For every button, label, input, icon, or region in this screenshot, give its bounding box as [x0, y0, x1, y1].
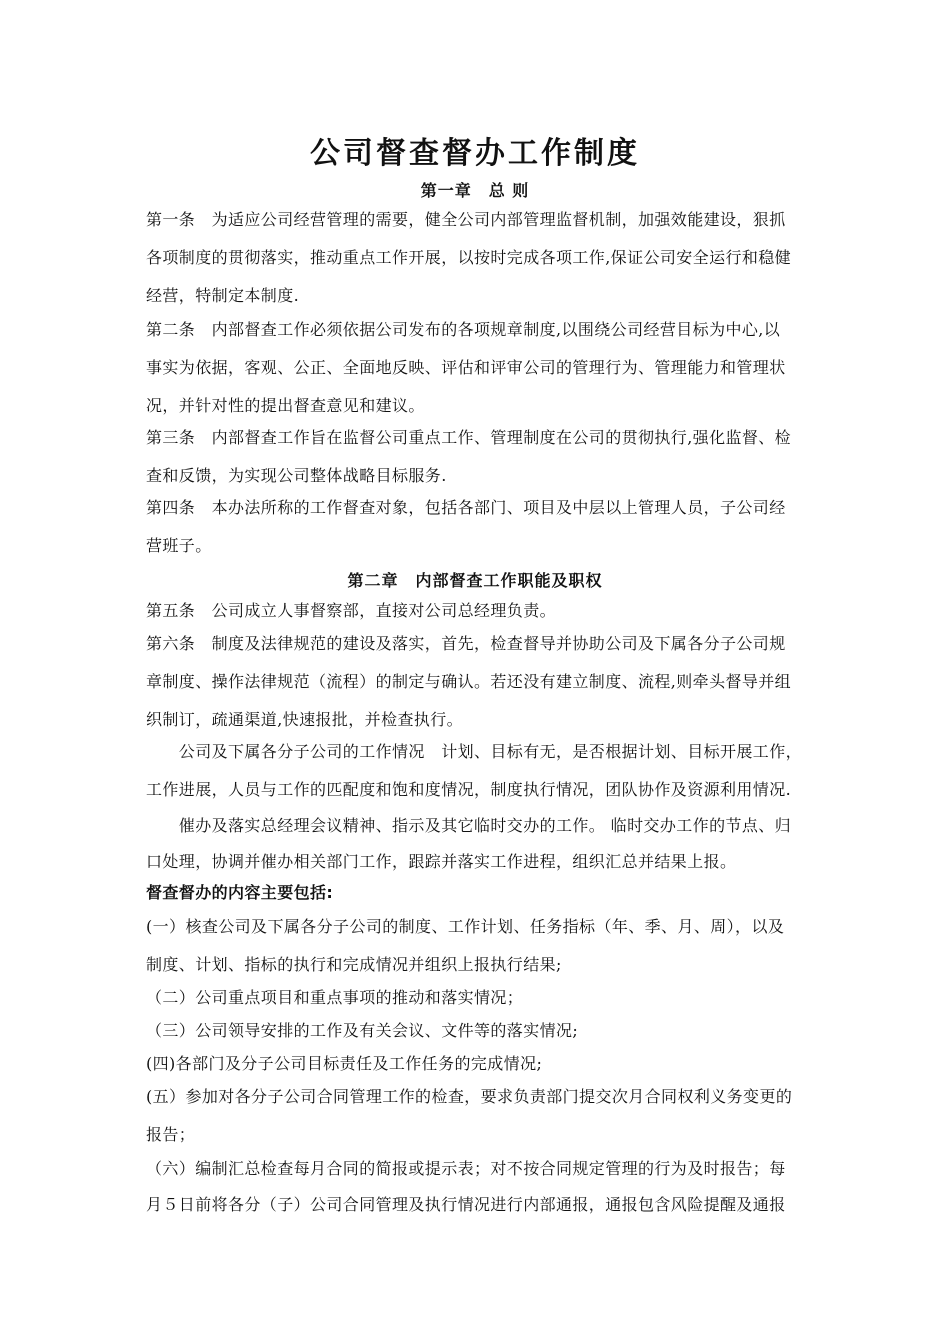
paragraph-line: 催办及落实总经理会议精神、指示及其它临时交办的工作。 临时交办工作的节点、归 — [146, 816, 792, 835]
paragraph-line: 章制度、操作法律规范（流程）的制定与确认。若还没有建立制度、流程,则牵头督导并组 — [146, 672, 792, 691]
paragraph-line: 第一条 为适应公司经营管理的需要，健全公司内部管理监督机制，加强效能建设，狠抓 — [146, 210, 786, 229]
paragraph-line: 第五条 公司成立人事督察部，直接对公司总经理负责。 — [146, 601, 557, 620]
paragraph-line: 事实为依据，客观、公正、全面地反映、评估和评审公司的管理行为、管理能力和管理状 — [146, 358, 786, 377]
chapter-1-heading: 第一章 总 则 — [420, 181, 530, 200]
paragraph-line: 各项制度的贯彻落实，推动重点工作开展，以按时完成各项工作,保证公司安全运行和稳健 — [146, 248, 792, 267]
paragraph-line: 第六条 制度及法律规范的建设及落实，首先，检查督导并协助公司及下属各分子公司规 — [146, 634, 786, 653]
paragraph-line: 工作进展，人员与工作的匹配度和饱和度情况，制度执行情况，团队协作及资源利用情况. — [146, 780, 792, 799]
list-item: （六）编制汇总检查每月合同的简报或提示表；对不按合同规定管理的行为及时报告；每 — [146, 1159, 786, 1178]
chapter-2-heading: 第二章 内部督查工作职能及职权 — [347, 571, 603, 590]
paragraph-line: 第三条 内部督查工作旨在监督公司重点工作、管理制度在公司的贯彻执行,强化监督、检 — [146, 428, 792, 447]
list-item: (五）参加对各分子公司合同管理工作的检查，要求负责部门提交次月合同权利义务变更的 — [146, 1087, 793, 1106]
list-item: 月５日前将各分（子）公司合同管理及执行情况进行内部通报，通报包含风险提醒及通报 — [146, 1195, 786, 1214]
paragraph-line: 织制订，疏通渠道,快速报批，并检查执行。 — [146, 710, 464, 729]
paragraph-line: 公司及下属各分子公司的工作情况 计划、目标有无，是否根据计划、目标开展工作， — [146, 742, 803, 761]
list-item: （二）公司重点项目和重点事项的推动和落实情况； — [146, 988, 524, 1007]
list-item: 制度、计划、指标的执行和完成情况并组织上报执行结果; — [146, 955, 562, 974]
list-item: (四)各部门及分子公司目标责任及工作任务的完成情况; — [146, 1054, 543, 1073]
section-heading: 督查督办的内容主要包括: — [146, 883, 334, 902]
list-item: 报告； — [146, 1125, 196, 1144]
paragraph-line: 第四条 本办法所称的工作督查对象，包括各部门、项目及中层以上管理人员，子公司经 — [146, 498, 786, 517]
paragraph-line: 营班子。 — [146, 536, 212, 555]
paragraph-line: 第二条 内部督查工作必须依据公司发布的各项规章制度,以围绕公司经营目标为中心,以 — [146, 320, 781, 339]
paragraph-line: 查和反馈，为实现公司整体战略目标服务. — [146, 466, 447, 485]
list-item: （三）公司领导安排的工作及有关会议、文件等的落实情况; — [146, 1021, 579, 1040]
paragraph-line: 况，并针对性的提出督查意见和建议。 — [146, 396, 425, 415]
list-item: (一）核查公司及下属各分子公司的制度、工作计划、任务指标（年、季、月、周），以及 — [146, 917, 785, 936]
paragraph-line: 经营，特制定本制度. — [146, 286, 300, 305]
document-title: 公司督查督办工作制度 — [310, 136, 640, 171]
paragraph-line: 口处理，协调并催办相关部门工作，跟踪并落实工作进程，组织汇总并结果上报。 — [146, 852, 737, 871]
